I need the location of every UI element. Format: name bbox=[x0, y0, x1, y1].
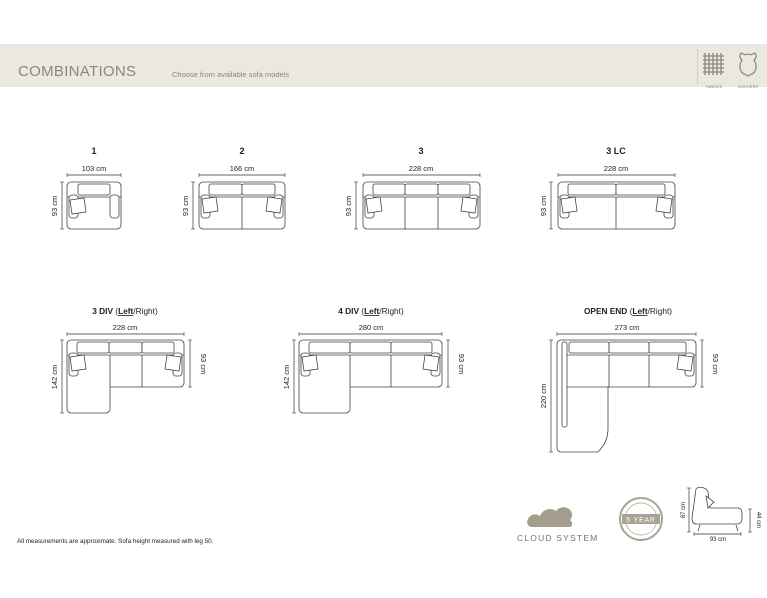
combination-title: 3 LC bbox=[606, 146, 626, 156]
combination-name: 3 DIV bbox=[92, 306, 114, 316]
width-label: 166 cm bbox=[229, 164, 255, 173]
combination-4-div bbox=[282, 306, 466, 413]
combination-name: 4 DIV bbox=[338, 306, 360, 316]
width-label: 228 cm bbox=[603, 164, 629, 173]
combination-1 bbox=[50, 146, 121, 229]
side-right-option: Right bbox=[649, 306, 670, 316]
chaise-label: 142 cm bbox=[282, 364, 291, 390]
cloud-system-logo bbox=[527, 507, 572, 527]
depth-label: 93 cm bbox=[457, 353, 466, 375]
side-left-option: Left bbox=[632, 306, 648, 316]
width-label: 228 cm bbox=[112, 323, 138, 332]
depth-label: 93 cm bbox=[344, 195, 353, 217]
five-year-warranty-badge bbox=[620, 498, 662, 540]
side-left-option: Left bbox=[364, 306, 380, 316]
sofa-profile-diagram bbox=[681, 487, 761, 543]
measurement-note: All measurements are approximate. Sofa height measured with leg 50. bbox=[17, 538, 214, 545]
material-label: LEATHERS bbox=[737, 85, 759, 89]
side-right-option: Right bbox=[135, 306, 155, 316]
combination-name: OPEN END bbox=[583, 306, 628, 316]
cloud-icon bbox=[527, 507, 572, 527]
depth-label: 93 cm bbox=[711, 353, 720, 375]
chaise-label: 220 cm bbox=[539, 383, 548, 409]
width-label: 228 cm bbox=[408, 164, 434, 173]
combination-title: 3 DIV (Left/Right) bbox=[92, 306, 158, 316]
width-label: 280 cm bbox=[358, 323, 384, 332]
brand-name: CLOUD SYSTEM bbox=[517, 533, 599, 543]
combination-3-div bbox=[50, 306, 208, 413]
chaise-label: 142 cm bbox=[50, 364, 59, 390]
seat-height-label: 44 cm bbox=[755, 511, 761, 529]
warranty-label: 5 YEAR bbox=[626, 517, 656, 524]
combination-title: 3 bbox=[418, 146, 424, 156]
combination-title: OPEN END (Left/Right) bbox=[583, 306, 673, 316]
depth-label: 93 cm bbox=[539, 195, 548, 217]
combination-title: 1 bbox=[91, 146, 97, 156]
combination-title: 4 DIV (Left/Right) bbox=[338, 306, 404, 316]
width-label: 103 cm bbox=[81, 164, 107, 173]
combination-title: 2 bbox=[239, 146, 245, 156]
combination-open-end bbox=[539, 306, 720, 452]
material-label: FABRICS bbox=[705, 85, 723, 89]
combination-3-lc bbox=[539, 146, 675, 229]
side-right-option: Right bbox=[381, 306, 401, 316]
height-label: 87 cm bbox=[681, 501, 687, 519]
side-left-option: Left bbox=[118, 306, 134, 316]
depth-label: 93 cm bbox=[50, 195, 59, 217]
depth-label: 93 cm bbox=[181, 195, 190, 217]
width-label: 273 cm bbox=[614, 323, 640, 332]
depth-label: 93 cm bbox=[199, 353, 208, 375]
page-title: COMBINATIONS bbox=[18, 63, 137, 80]
depth-label: 93 cm bbox=[709, 537, 727, 543]
combination-2 bbox=[181, 146, 285, 229]
page-subtitle: Choose from available sofa models bbox=[172, 70, 290, 79]
combination-3 bbox=[344, 146, 480, 229]
